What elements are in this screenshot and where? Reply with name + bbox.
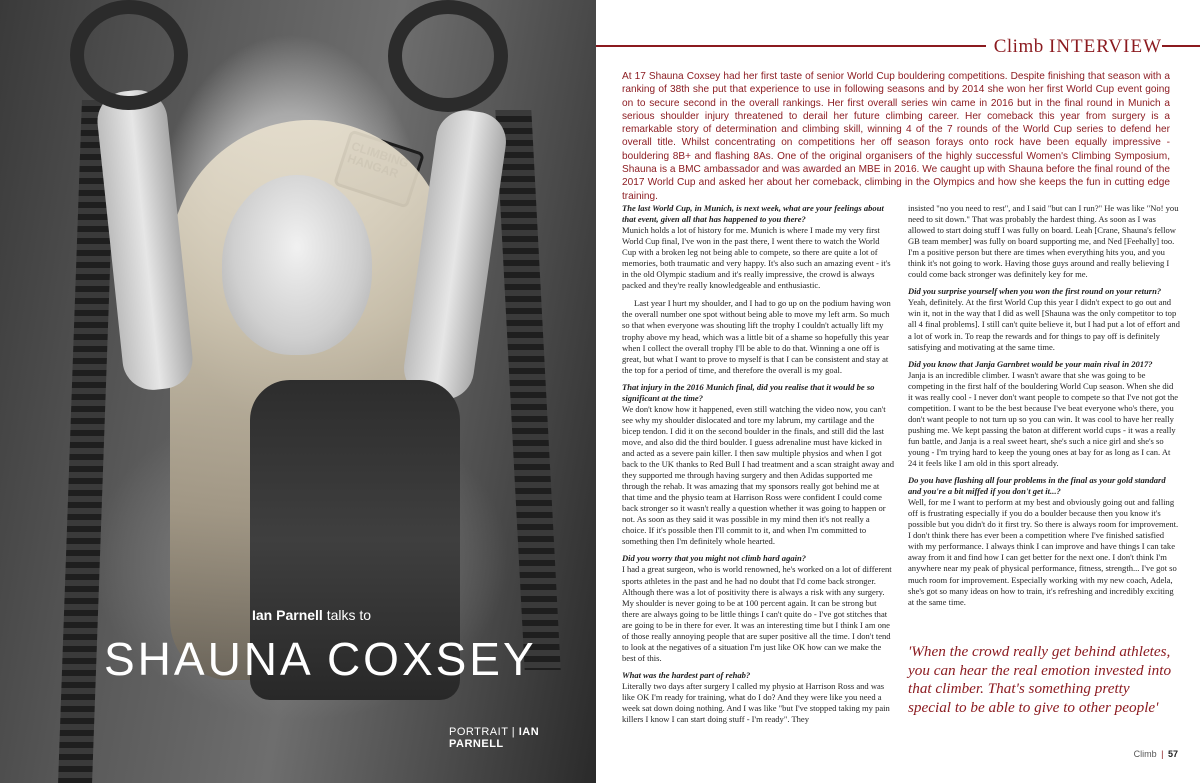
section-header xyxy=(986,36,1162,58)
interview-question: Do you have flashing all four problems in the final as your gold standard and you're a bit miffed if you don't get it...? xyxy=(908,475,1166,497)
interview-question: That injury in the 2016 Munich final, did you realise that it would be so significant at the time? xyxy=(622,381,875,403)
gymnastic-ring-strap-right xyxy=(495,110,560,670)
interview-answer: Yeah, definitely. At the first World Cup this year I didn't expect to go out and win it, not in the way that I did as well [Shauna was the only competitor to top all 4 final problems]. I still can't quite believe it, but I had put a lot of effort and a lot of work in. To reap the rewards and for things to pay off is definitely satisfying and motivating at the same time. xyxy=(908,297,1180,352)
gymnastic-ring-right xyxy=(388,0,508,112)
interview-question: Did you know that Janja Garnbret would be your main rival in 2017? xyxy=(908,358,1153,369)
folio-divider: | xyxy=(1161,749,1164,759)
photo-credit-divider: | xyxy=(511,726,516,738)
headline: SHAUNA COXSEY xyxy=(104,633,537,685)
article-column-right xyxy=(908,203,1180,608)
photo-credit-name: IAN PARNELL xyxy=(449,726,540,750)
byline-author: Ian Parnell xyxy=(252,607,323,623)
photo-credit xyxy=(449,726,596,750)
interview-answer: I had a great surgeon, who is world renowned, he's worked on a lot of different sports athletes in the past and he had no doubt that I'd come back stronger. Although there was a lot of positivity there is always a risk with any surgery. My shoulder is never going to be at 100 percent again. It can be strong but there are always going to be little things I can't quite do - I've got stitches that are going to be in there for ever. It was an interesting time but I think I am one of those really annoying people that are super positive all the time. I don't tend to look at the negatives of a situation I'm just like OK how can we make the best of this. xyxy=(622,564,892,663)
standfirst: At 17 Shauna Coxsey had her first taste of senior World Cup bouldering competitions. Despite finishing that season with a ranking of 38th she put that experience to use in following seasons and by 2014 she won her first World Cup event going on to secure second in the overall rankings. Her first overall series win came in 2016 but in the final round in Munich a serious shoulder injury threatened to derail her future climbing career. Her comeback this year from surgery is a remarkable story of determination and climbing skill, winning 4 of the 7 rounds of the World Cup series to defend her overall title. Whilst concentrating on competitions her off season forays onto rock have been equally impressive - bouldering 8B+ and flashing 8As. One of the original organisers of the highly successful Women's Climbing Symposium, Shauna is a BMC ambassador and was awarded an MBE in 2016. We caught up with Shauna before the final round of the 2017 World Cup and asked her about her comeback, climbing in the Olympics and how she keeps the fun in cutting edge training. xyxy=(622,71,1170,202)
section-header-title: INTERVIEW xyxy=(1049,36,1162,57)
interview-answer: Well, for me I want to perform at my best and obviously going out and falling off is frustrating especially if you do a boulder because then you know it's possible but you didn't do it first try. So there is always room for improvement. I don't think there has ever been a competition where I've finished satisfied with my performance. I always think I can improve and have things I can take away from it and find how I can get better for the next one. I don't think I'm anywhere near my peak of physical performance, fitness, strength... I've got so much room for improvement. Especially working with my new coach, Adela, she's got so many ideas on how to train, it's refreshing and incredibly exciting at the same time. xyxy=(908,497,1179,607)
interview-answer: Literally two days after surgery I called my physio at Harrison Ross and was like OK I'm ready for training, what do I do? And they were like you need a week sat down doing nothing. And I was like "but I've stopped taking my pain killers I know I can start doing stuff - I'm ready". They xyxy=(622,680,890,725)
interview-answer: Last year I hurt my shoulder, and I had to go up on the podium having won the overall number one spot without being able to move my left arm. So much so that when everyone was shouting lift the trophy I couldn't actually lift my trophy above my head, which was a little bit of a shame so hopefully this year when I collect the overall trophy I'll be able to do that. Winning a one off is great, but what I want to prove to myself is that I can be consistent and stay at the top for a period of time, and therefore the overall is my goal. xyxy=(622,298,891,375)
portrait-photo xyxy=(0,0,596,783)
interview-question: Did you surprise yourself when you won the first round on your return? xyxy=(908,286,1162,297)
interview-answer: Munich holds a lot of history for me. Munich is where I made my very first World Cup final, I've won in the past there, I went there to watch the World Cup with a broken leg not being able to compete, so there are quite a lot of memories, both traumatic and very happy. It's also such an amazing event - it's in the old Olympic stadium and it's really impressive, the crowd is always packed and they're really knowledgeable and enthusiastic. xyxy=(622,225,891,291)
page-number: 57 xyxy=(1167,749,1178,759)
interview-question: Did you worry that you might not climb hard again? xyxy=(622,553,807,564)
section-header-magazine: Climb xyxy=(993,36,1044,57)
gymnastic-ring-left xyxy=(70,0,188,110)
interview-question: What was the hardest part of rehab? xyxy=(622,669,751,680)
folio-label: Climb xyxy=(1133,749,1157,759)
folio xyxy=(1134,749,1178,759)
interview-question: The last World Cup, in Munich, is next week, what are your feelings about that event, given all that has happened to you there? xyxy=(622,203,884,225)
byline xyxy=(252,607,371,623)
interview-page xyxy=(596,0,1200,783)
byline-suffix: talks to xyxy=(326,607,372,623)
article-column-left xyxy=(622,203,894,725)
photo-credit-label: PORTRAIT xyxy=(449,726,509,738)
pull-quote: 'When the crowd really get behind athletes, you can hear the real emotion invested into that climber. That's something pretty special to be able to give to other people' xyxy=(908,643,1172,716)
climber-face xyxy=(222,175,372,355)
interview-answer: Janja is an incredible climber. I wasn't aware that she was going to be competing in the first half of the bouldering World Cup season. When she did it was really cool - I never don't want people to compete so that I've not got the competition. I want to be the best because I've beat everyone who's there, you don't want people to not turn up so you can win. It was cool to have her really pushing me. We kept passing the baton at different world cups - it was a really fun battle, and Janja is a real sweet heart, she's such a nice girl and she's so young - I'm trying hard to keep the young ones at bay for as long as I can. At 24 it feels like I am old in this sport already. xyxy=(908,369,1179,469)
interview-answer: insisted "no you need to rest", and I said "but can I run?" He was like "No! you need to sit down." That was probably the hardest thing. As soon as I was allowed to start doing stuff I was fully on board. Leah [Crane, Shauna's fellow GB team member] was fully on board supporting me, and Ned [Feehally] too. I'm a positive person but there are times when everything hits you, and you think it's not going to work. Having those guys around and really believing I could come back stronger was definitely key for me. xyxy=(908,203,1179,280)
interview-answer: We don't know how it happened, even still watching the video now, you can't see why my shoulder dislocated and tore my labrum, my cartilage and the bicep tendon. I did it on the second boulder in the finals, and still did the last move, and also did the third boulder. I guess adrenaline must have kicked in and acted as a severe pain killer. I then saw multiple physios and when I got back to the UK thanks to Red Bull I had treatment and a scan straight away and they supported me through having surgery and then Adidas supported me through the rehab. It was amazing that my sponsors really got behind me at that time and the physio team at Harrison Ross were confident I could come back stronger so it wasn't really a question whether it was going to happen or not. As soon as they said it was possible in my mind then it's not really a choice. If it's possible then I'll commit to it, and when I'm committed to something then I'm definitely whole hearted. xyxy=(622,403,894,547)
